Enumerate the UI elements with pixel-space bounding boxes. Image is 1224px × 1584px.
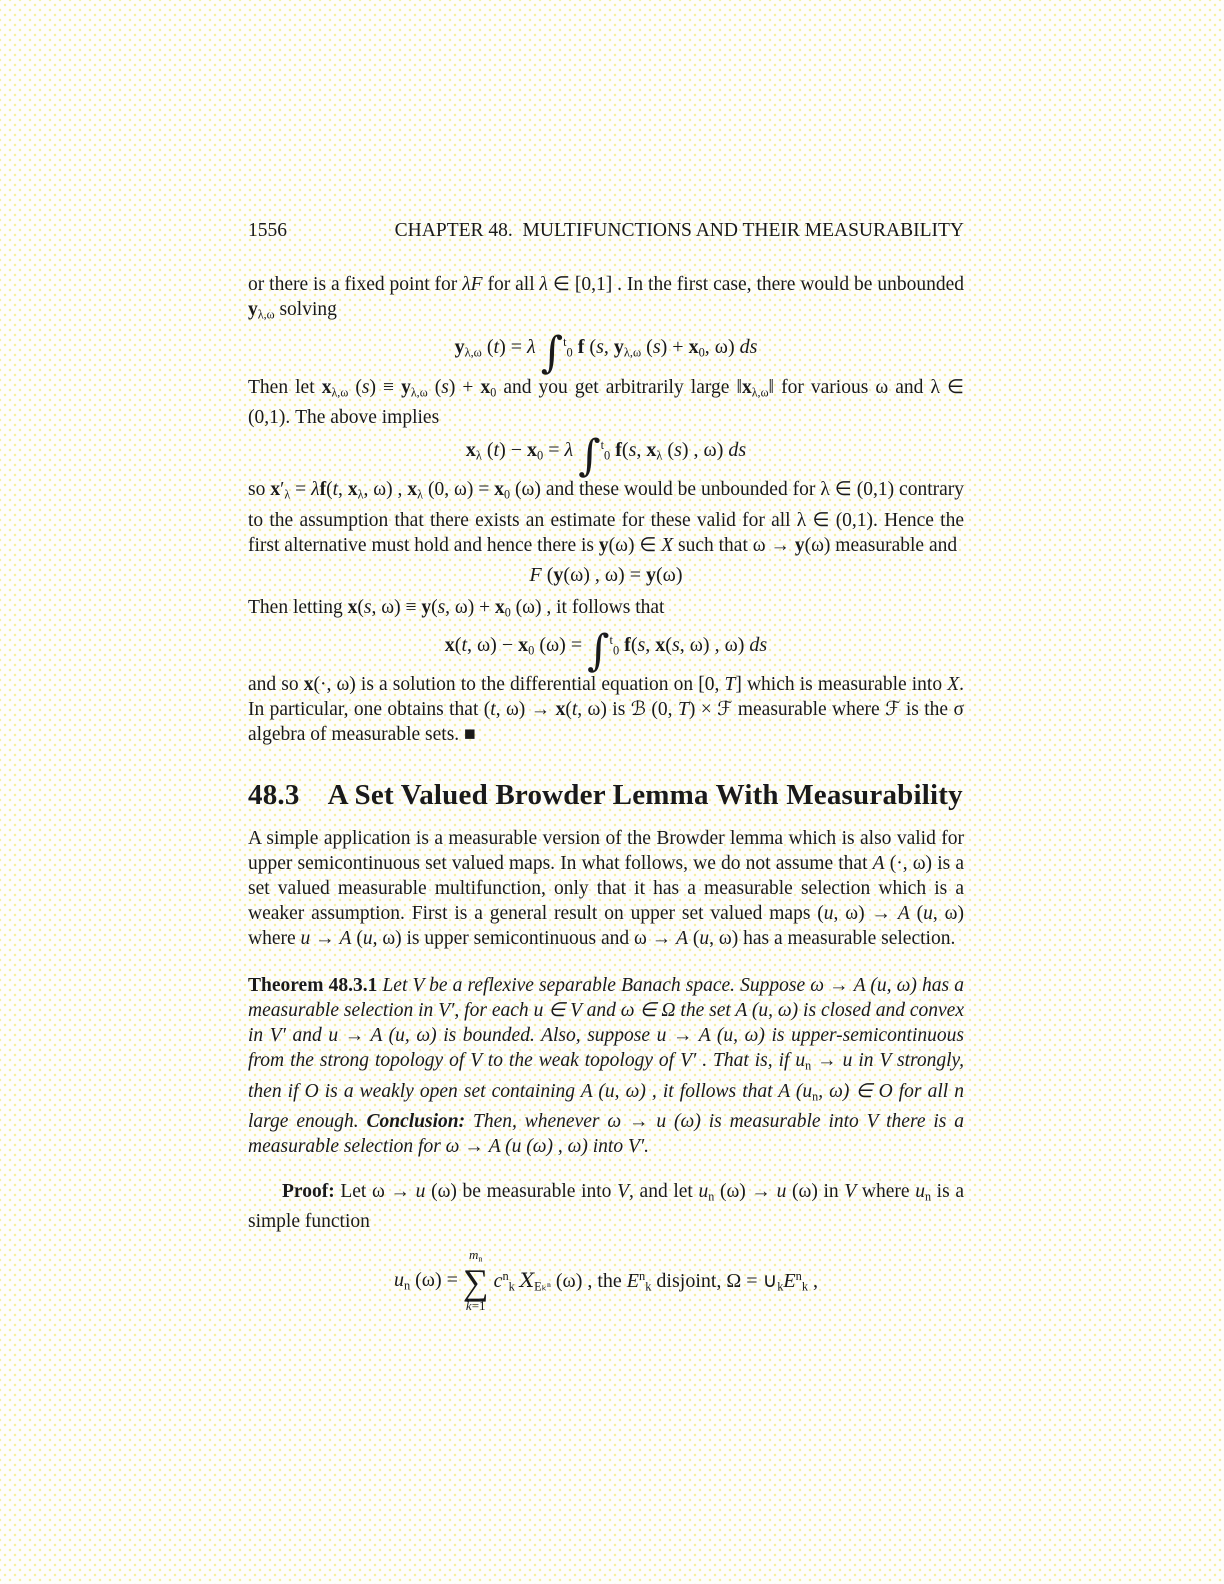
display-equation-5 [248, 1248, 964, 1313]
page-content [248, 0, 964, 1313]
sigma-operator: ∑ [462, 1261, 489, 1302]
section-heading [248, 779, 964, 812]
paragraph-then-let: Then let xλ,ω (s) ≡ yλ,ω (s) + x0 and you get arbitrarily large ‖xλ,ω‖ for various ω and λ ∈ (0,1). The above implies [248, 376, 964, 429]
equation-5-lhs: un (ω) = [393, 1268, 458, 1292]
display-equation-4: x(t, ω) − x0 (ω) = ∫$^t$0 f(s, x(s, ω) , ω) ds [444, 626, 768, 677]
page-number: 1556 [248, 220, 287, 241]
paragraph-so-unbounded: so x′λ = λf(t, xλ, ω) , xλ (0, ω) = x0 (ω) and these would be unbounded for λ ∈ (0,1) contrary to the assumption that there exists an estimate for these valid for all λ ∈ (0,1). Hence the first alternative must hold and hence there is y(ω) ∈ X such that ω → y(ω) measurable and [248, 479, 965, 556]
display-equation-3: F (y(ω) , ω) = y(ω) [529, 563, 683, 586]
paragraph-then-letting: Then letting x(s, ω) ≡ y(s, ω) + x0 (ω) , it follows that [248, 596, 665, 620]
summation-lower-limit: k=1 [465, 1297, 486, 1313]
section-number: 48.3 [248, 779, 300, 812]
display-equation-2: xλ (t) − x0 = λ ∫$^t$0 f(s, xλ (s) , ω) ds [465, 431, 747, 482]
running-header [248, 220, 964, 242]
display-equation-1: yλ,ω (t) = λ ∫$^t$0 f (s, yλ,ω (s) + x0, ω) ds [454, 328, 758, 379]
equation-5-rhs: $c^nk$ XEₖⁿ (ω) , the $E^nk$ disjoint, $\Omega = \cup kE^nk$ , [493, 1267, 819, 1293]
paragraph-section-intro: A simple application is a measurable version of the Browder lemma which is also valid for upper semicontinuous set valued maps. In what follows, we do not assume that A (·, ω) is a set valued measurable multifunction, only that it has a measurable selection which is a weaker assumption. First is a general result on upper set valued maps (u, ω) → A (u, ω) where u → A (u, ω) is upper semicontinuous and ω → A (u, ω) has a measurable selection. [248, 828, 964, 950]
paragraph-solution-qed: and so x(·, ω) is a solution to the differential equation on [0, T] which is measurable into X. In particular, one obtains that (t, ω) → x(t, ω) is ℬ (0, T) × ℱ measurable where ℱ is the σ algebra of measurable sets. ■ [248, 674, 965, 746]
proof-paragraph: Proof: Let ω → u (ω) be measurable into V, and let un (ω) → u (ω) in V where un is a simple function [248, 1181, 964, 1233]
section-title: A Set Valued Browder Lemma With Measurability [327, 779, 963, 812]
theorem-48-3-1: Theorem 48.3.1 Let V be a reflexive separable Banach space. Suppose ω → A (u, ω) has a measurable selection in V′, for each u ∈ V and ω ∈ Ω the set A (u, ω) is closed and convex in V′ and u → A (u, ω) is bounded. Also, suppose u → A (u, ω) is upper-semicontinuous from the strong topology of V to the weak topology of V′ . That is, if un → u in V strongly, then if O is a weakly open set containing A (u, ω) , it follows that A (un, ω) ∈ O for all n large enough. Conclusion: Then, whenever ω → u (ω) is measurable into V there is a measurable selection for ω → A (u (ω) , ω) into V′. [248, 975, 964, 1158]
summation-upper-limit: mn [469, 1247, 483, 1264]
paragraph-fixed-point: or there is a fixed point for λF for all λ ∈ [0,1] . In the first case, there would be unbounded yλ,ω solving [248, 274, 964, 322]
chapter-title: CHAPTER 48. MULTIFUNCTIONS AND THEIR MEASURABILITY [394, 220, 964, 241]
summation-symbol [463, 1248, 489, 1313]
